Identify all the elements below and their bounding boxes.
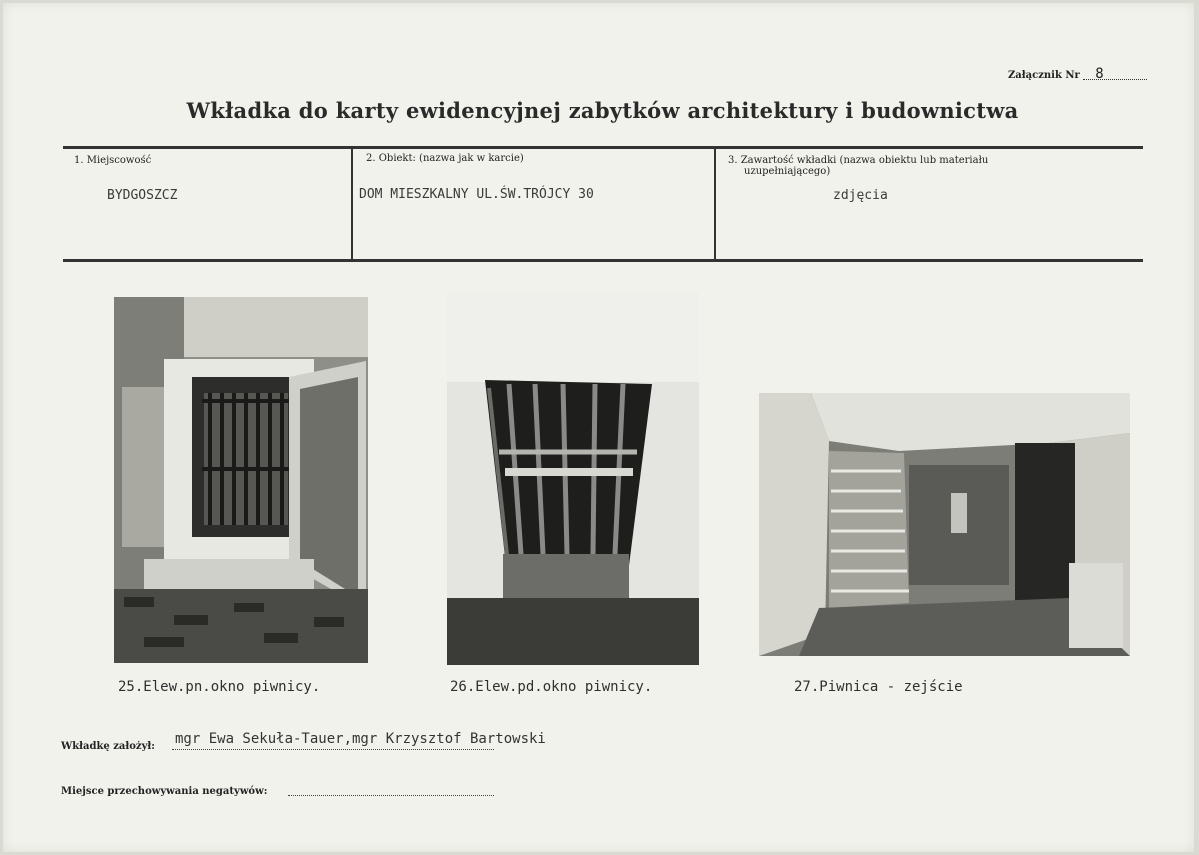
author-dotted-line	[172, 748, 494, 750]
object-value: DOM MIESZKALNY UL.ŚW.TRÓJCY 30	[359, 187, 594, 202]
photo-26-south-cellar-window	[447, 292, 699, 665]
column-divider-2	[714, 147, 716, 260]
negatives-storage-label: Miejsce przechowywania negatywów:	[61, 786, 268, 797]
contents-label-line2: uzupełniającego)	[744, 166, 831, 177]
author-label: Wkładkę założył:	[61, 741, 155, 752]
negatives-storage-dotted-line	[288, 794, 494, 796]
contents-label	[728, 155, 988, 177]
annex-number-value: 8	[1083, 69, 1147, 80]
column-divider-1	[351, 147, 353, 260]
locality-label: 1. Miejscowość	[74, 155, 152, 166]
photo-26-caption: 26.Elew.pd.okno piwnicy.	[450, 679, 653, 695]
annex-number	[1008, 66, 1147, 82]
photo-25-caption: 25.Elew.pn.okno piwnicy.	[118, 679, 321, 695]
header-bottom-rule	[63, 259, 1143, 262]
page-title: Wkładka do karty ewidencyjnej zabytków architektury i budownictwa	[186, 98, 1019, 123]
photo-27-caption: 27.Piwnica - zejście	[794, 679, 963, 695]
object-label: 2. Obiekt: (nazwa jak w karcie)	[366, 153, 524, 164]
annex-label: Załącznik Nr	[1008, 70, 1080, 81]
photo-27-cellar-entrance	[759, 393, 1130, 656]
author-value: mgr Ewa Sekuła-Tauer,mgr Krzysztof Bartowski	[175, 731, 546, 747]
header-top-rule	[63, 146, 1143, 149]
locality-value: BYDGOSZCZ	[107, 188, 178, 203]
contents-label-line1: 3. Zawartość wkładki (nazwa obiektu lub materiału	[728, 155, 989, 166]
photo-25-north-cellar-window	[114, 297, 368, 663]
contents-value: zdjęcia	[833, 188, 888, 203]
